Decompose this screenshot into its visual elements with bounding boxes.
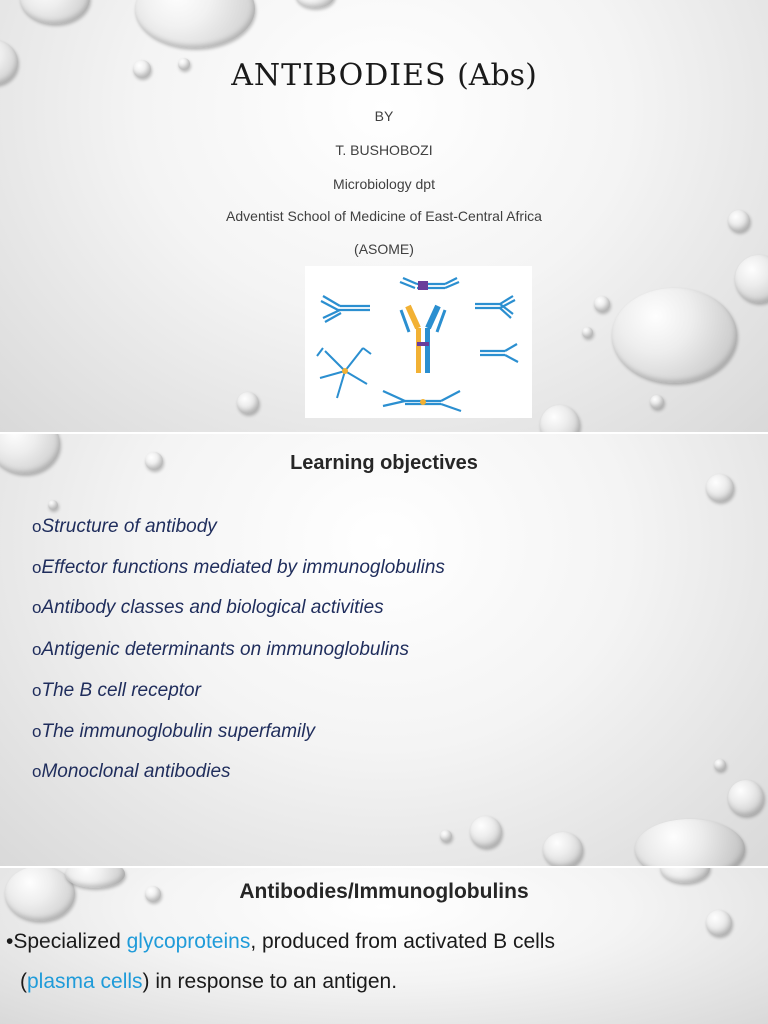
water-drop [48, 500, 58, 510]
title-slide [0, 0, 768, 432]
water-drop [635, 819, 745, 866]
institution-abbreviation: (ASOME) [354, 241, 414, 257]
objective-item: oAntibody classes and biological activities [32, 597, 384, 618]
water-drop [706, 474, 734, 502]
hinge-icon [418, 281, 428, 290]
secretory-component-icon [420, 399, 426, 405]
definition-line-1: •Specialized glycoproteins, produced from activated B cells [6, 930, 555, 953]
plasma-cells-link: plasma cells [27, 970, 143, 993]
antibody-structure-figure [305, 266, 532, 418]
antibody-right-lower-icon [480, 344, 518, 362]
water-drop [582, 327, 593, 338]
department: Microbiology dpt [333, 176, 435, 192]
water-drop [470, 816, 502, 848]
water-drop [295, 0, 335, 8]
objective-item: oAntigenic determinants on immunoglobulins [32, 639, 410, 660]
slide-title: ANTIBODIES (Abs) [231, 58, 537, 93]
water-drop [594, 296, 610, 312]
objective-item: oEffector functions mediated by immunoglobulins [32, 557, 445, 578]
objective-item: oStructure of antibody [32, 516, 217, 537]
central-antibody-icon [401, 306, 445, 373]
antibody-left-icon [321, 296, 370, 322]
definition-heading: Antibodies/Immunoglobulins [239, 880, 529, 903]
objectives-heading: Learning objectives [290, 452, 478, 474]
glycoproteins-link: glycoproteins [126, 930, 251, 953]
water-drop [135, 0, 255, 48]
antibody-right-icon [475, 296, 515, 318]
j-chain-icon [342, 368, 348, 374]
water-drop [237, 392, 259, 414]
objective-item: oThe B cell receptor [32, 680, 201, 701]
water-drop [20, 0, 90, 24]
objective-item: oMonoclonal antibodies [32, 761, 231, 782]
definition-line-2: (plasma cells) in response to an antigen. [20, 970, 398, 993]
water-drop [440, 830, 452, 842]
water-drop [612, 288, 737, 383]
water-drop [540, 405, 580, 432]
by-line: BY [374, 108, 394, 124]
water-drop [714, 759, 726, 771]
water-drop [735, 255, 768, 303]
water-drop [706, 910, 732, 936]
water-drop [650, 395, 664, 409]
water-drop [728, 780, 764, 816]
water-drop [543, 832, 583, 866]
objective-item: oThe immunoglobulin superfamily [32, 721, 315, 742]
institution: Adventist School of Medicine of East-Central Africa [226, 208, 542, 224]
igg-monomer-icon [400, 278, 459, 288]
author-name: T. BUSHOBOZI [335, 142, 433, 158]
antibody-diagram-svg [305, 266, 532, 418]
